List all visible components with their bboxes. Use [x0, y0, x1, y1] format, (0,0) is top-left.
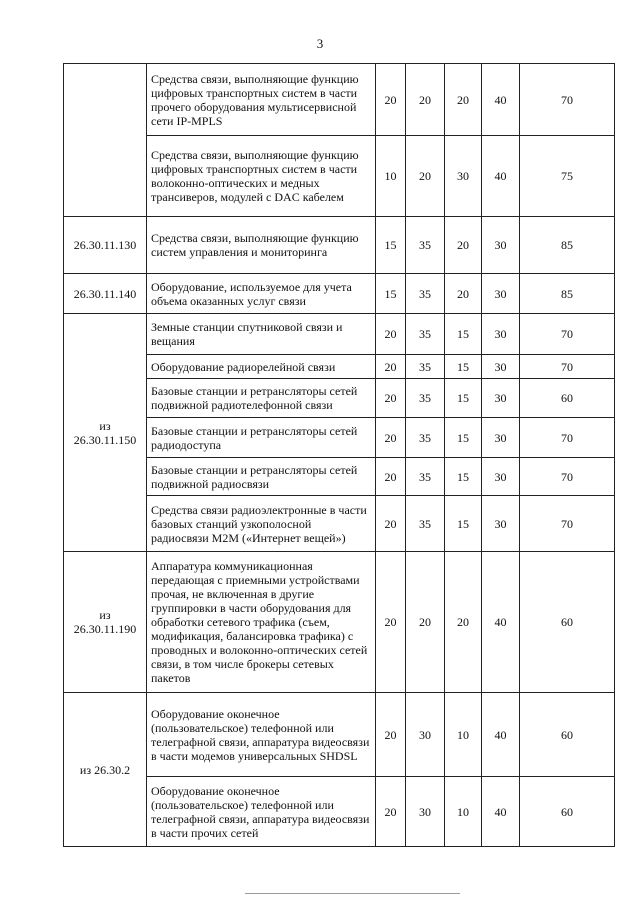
value-cell: 70 [520, 458, 615, 496]
footer-rule [245, 893, 460, 894]
value-cell: 20 [376, 64, 406, 136]
value-cell: 15 [376, 217, 406, 274]
value-cell: 85 [520, 217, 615, 274]
description-cell: Базовые станции и ретрансляторы сетей подвижной радиотелефонной связи [147, 379, 376, 418]
table-row [64, 496, 615, 552]
description-cell: Средства связи, выполняющие функцию цифровых транспортных систем в части волоконно-оптических и медных трансиверов, модулей с DAC кабелем [147, 136, 376, 217]
table-row [64, 777, 615, 847]
value-cell: 20 [376, 314, 406, 355]
value-cell: 35 [406, 496, 445, 552]
value-cell: 70 [520, 496, 615, 552]
table-row [64, 217, 615, 274]
value-cell: 60 [520, 379, 615, 418]
value-cell: 20 [376, 693, 406, 777]
value-cell: 20 [376, 496, 406, 552]
description-cell: Оборудование, используемое для учета объема оказанных услуг связи [147, 274, 376, 314]
data-table [63, 63, 615, 847]
table-row [64, 136, 615, 217]
value-cell: 30 [482, 217, 520, 274]
value-cell: 40 [482, 693, 520, 777]
table-row [64, 418, 615, 458]
table-row [64, 458, 615, 496]
value-cell: 40 [482, 552, 520, 693]
description-cell: Оборудование радиорелейной связи [147, 355, 376, 379]
code-cell: 26.30.11.140 [64, 274, 147, 314]
value-cell: 20 [376, 418, 406, 458]
value-cell: 20 [406, 552, 445, 693]
value-cell: 70 [520, 314, 615, 355]
value-cell: 40 [482, 64, 520, 136]
table-row [64, 379, 615, 418]
value-cell: 20 [445, 64, 482, 136]
value-cell: 15 [445, 496, 482, 552]
value-cell: 35 [406, 379, 445, 418]
code-cell: 26.30.11.130 [64, 217, 147, 274]
table-row [64, 314, 615, 355]
value-cell: 85 [520, 274, 615, 314]
value-cell: 40 [482, 777, 520, 847]
value-cell: 60 [520, 693, 615, 777]
value-cell: 30 [482, 496, 520, 552]
value-cell: 35 [406, 217, 445, 274]
value-cell: 70 [520, 355, 615, 379]
value-cell: 10 [376, 136, 406, 217]
description-cell: Оборудование оконечное (пользовательское) телефонной или телеграфной связи, аппаратура видеосвязи в части модемов универсальных SHDSL [147, 693, 376, 777]
table-row [64, 355, 615, 379]
value-cell: 30 [482, 379, 520, 418]
page-number: 3 [316, 36, 324, 51]
value-cell: 30 [482, 458, 520, 496]
description-cell: Оборудование оконечное (пользовательское) телефонной или телеграфной связи, аппаратура видеосвязи в части прочих сетей [147, 777, 376, 847]
code-cell: из 26.30.11.190 [64, 552, 147, 693]
value-cell: 35 [406, 314, 445, 355]
value-cell: 75 [520, 136, 615, 217]
value-cell: 35 [406, 458, 445, 496]
value-cell: 20 [406, 64, 445, 136]
description-cell: Аппаратура коммуникационная передающая с приемными устройствами прочая, не включенная в другие группировки в части оборудования для обработки сетевого трафика (съем, модификация, балансировка трафика) с проводных и волоконно-оптических сетей связи, в том числе брокеры сетевых пакетов [147, 552, 376, 693]
value-cell: 20 [376, 355, 406, 379]
value-cell: 20 [445, 274, 482, 314]
value-cell: 15 [445, 379, 482, 418]
table-row [64, 64, 615, 136]
description-cell: Средства связи радиоэлектронные в части базовых станций узкополосной радиосвязи M2M («Интернет вещей») [147, 496, 376, 552]
code-cell [64, 64, 147, 217]
table-row [64, 552, 615, 693]
value-cell: 35 [406, 418, 445, 458]
description-cell: Базовые станции и ретрансляторы сетей подвижной радиосвязи [147, 458, 376, 496]
value-cell: 20 [406, 136, 445, 217]
table-row [64, 274, 615, 314]
description-cell: Базовые станции и ретрансляторы сетей радиодоступа [147, 418, 376, 458]
description-cell: Средства связи, выполняющие функцию цифровых транспортных систем в части прочего оборудования мультисервисной сети IP-MPLS [147, 64, 376, 136]
value-cell: 20 [376, 777, 406, 847]
value-cell: 10 [445, 777, 482, 847]
value-cell: 20 [376, 552, 406, 693]
value-cell: 35 [406, 274, 445, 314]
value-cell: 30 [482, 314, 520, 355]
description-cell: Средства связи, выполняющие функцию систем управления и мониторинга [147, 217, 376, 274]
value-cell: 15 [445, 355, 482, 379]
value-cell: 60 [520, 777, 615, 847]
value-cell: 20 [445, 552, 482, 693]
value-cell: 30 [482, 355, 520, 379]
description-cell: Земные станции спутниковой связи и вещания [147, 314, 376, 355]
value-cell: 30 [445, 136, 482, 217]
value-cell: 15 [445, 458, 482, 496]
value-cell: 15 [445, 418, 482, 458]
value-cell: 30 [482, 274, 520, 314]
value-cell: 70 [520, 64, 615, 136]
value-cell: 20 [445, 217, 482, 274]
value-cell: 30 [406, 693, 445, 777]
value-cell: 35 [406, 355, 445, 379]
value-cell: 60 [520, 552, 615, 693]
value-cell: 15 [376, 274, 406, 314]
code-cell: из 26.30.11.150 [64, 314, 147, 552]
value-cell: 30 [406, 777, 445, 847]
value-cell: 10 [445, 693, 482, 777]
value-cell: 70 [520, 418, 615, 458]
value-cell: 20 [376, 379, 406, 418]
value-cell: 30 [482, 418, 520, 458]
value-cell: 40 [482, 136, 520, 217]
table-row [64, 693, 615, 777]
code-cell: из 26.30.2 [64, 693, 147, 847]
value-cell: 15 [445, 314, 482, 355]
value-cell: 20 [376, 458, 406, 496]
